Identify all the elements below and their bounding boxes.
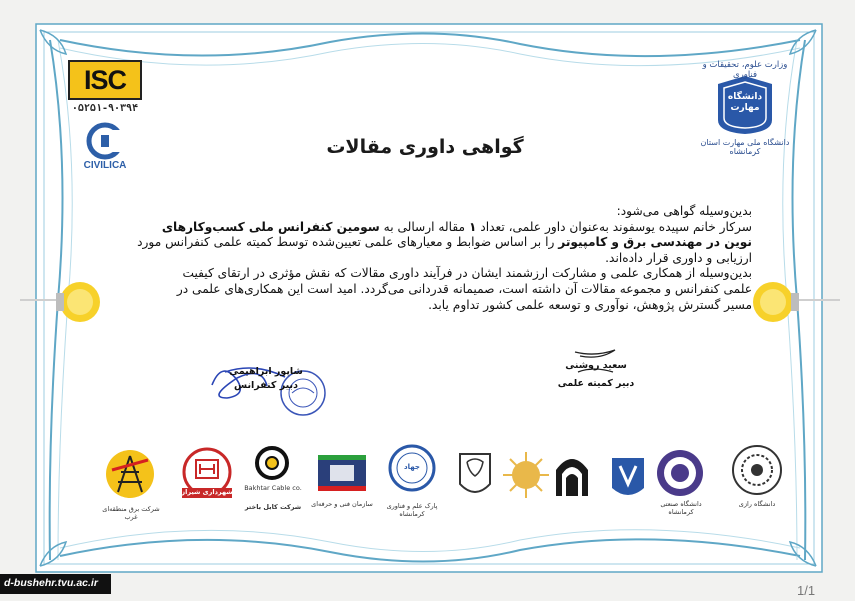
article-count: ۱ — [468, 219, 477, 234]
isc-logo — [68, 60, 142, 100]
body-line-4: بدین‌وسیله از همکاری علمی و مشارکت ارزشمند ایشان در فرآیند داوری مقالات که نقش مؤثری در ارتقای کیفیت — [182, 266, 752, 281]
body-line-6: مسیر گسترش پژوهش، نوآوری و توسعه علمی کشور تداوم یابد. — [428, 297, 752, 312]
isc-number: ۰۵۲۵۱-۹۰۳۹۴ — [71, 103, 139, 114]
sponsor-caption-10: دانشگاه صنعتی کرمانشاه — [660, 500, 702, 516]
conference-name-b: نوین در مهندسی برق و کامپیوتر — [558, 235, 752, 250]
watermark-text: d-bushehr.tvu.ac.ir — [4, 577, 98, 589]
line1-text-a: سرکار خانم سپیده یوسفوند به‌عنوان داور علمی، تعداد — [476, 219, 752, 234]
body-line-1 — [100, 220, 752, 236]
conference-name-a: سومین کنفرانس ملی کسب‌وکارهای — [161, 219, 380, 234]
sponsor-caption-3b: شرکت کابل باختر — [244, 503, 302, 511]
kut-univ-icon — [657, 450, 703, 496]
certificate-body — [100, 204, 752, 313]
mahara-badge-label: دانشگاه مهارت — [727, 92, 763, 113]
power-tower-icon — [106, 450, 154, 498]
left-signer-name: شاپور ابراهیمی — [229, 366, 303, 377]
mahara-caption: دانشگاه ملی مهارت استان کرمانشاه — [700, 138, 790, 156]
sponsor-caption-3: Bakhtar Cable co. — [244, 484, 302, 492]
line1-text-b: مقاله ارسالی به — [379, 219, 469, 234]
jahad-badge: جهاد — [404, 463, 420, 471]
body-line-5: علمی کنفرانس و مجموعه مقالات آن داشته است، صمیمانه قدردانی می‌گردد. امید است این همکاری‌های علمی در — [176, 281, 752, 296]
line2-text: را بر اساس ضوابط و معیارهای علمی تعیین‌شده توسط کمیته علمی کنفرانس مورد — [137, 235, 559, 250]
body-line-2 — [100, 235, 752, 251]
intro-line: بدین‌وسیله گواهی می‌شود: — [616, 204, 752, 218]
azad-univ-icon — [612, 458, 644, 495]
arch-emblem-icon — [556, 459, 588, 496]
isc-label: ISC — [83, 64, 126, 95]
right-signer-name: سعید روشنی — [565, 360, 627, 371]
sponsor-caption-1: شرکت برق منطقه‌ای غرب — [102, 505, 160, 521]
body-line-3: ارزیابی و داوری قرار داده‌اند. — [605, 250, 752, 265]
right-signer-title: دبیر کمیته علمی — [557, 378, 635, 389]
civilica-label: CIVILICA — [83, 160, 127, 171]
page-number: 1/1 — [797, 583, 816, 598]
sponsor-caption-5: پارک علم و فناوری کرمانشاه — [386, 502, 438, 518]
left-signer-title: دبیر کنفرانس — [234, 380, 298, 391]
sponsor-caption-4: سازمان فنی و حرفه‌ای — [311, 500, 373, 508]
ministry-icon — [318, 455, 366, 491]
ministry-caption: وزارت علوم، تحقیقات و فناوری — [702, 60, 788, 80]
sponsor-caption-11: دانشگاه رازی — [738, 500, 776, 508]
sponsor-caption-2: شهرداری شیراز — [181, 488, 233, 496]
certificate-title: گواهی داوری مقالات — [326, 136, 524, 158]
